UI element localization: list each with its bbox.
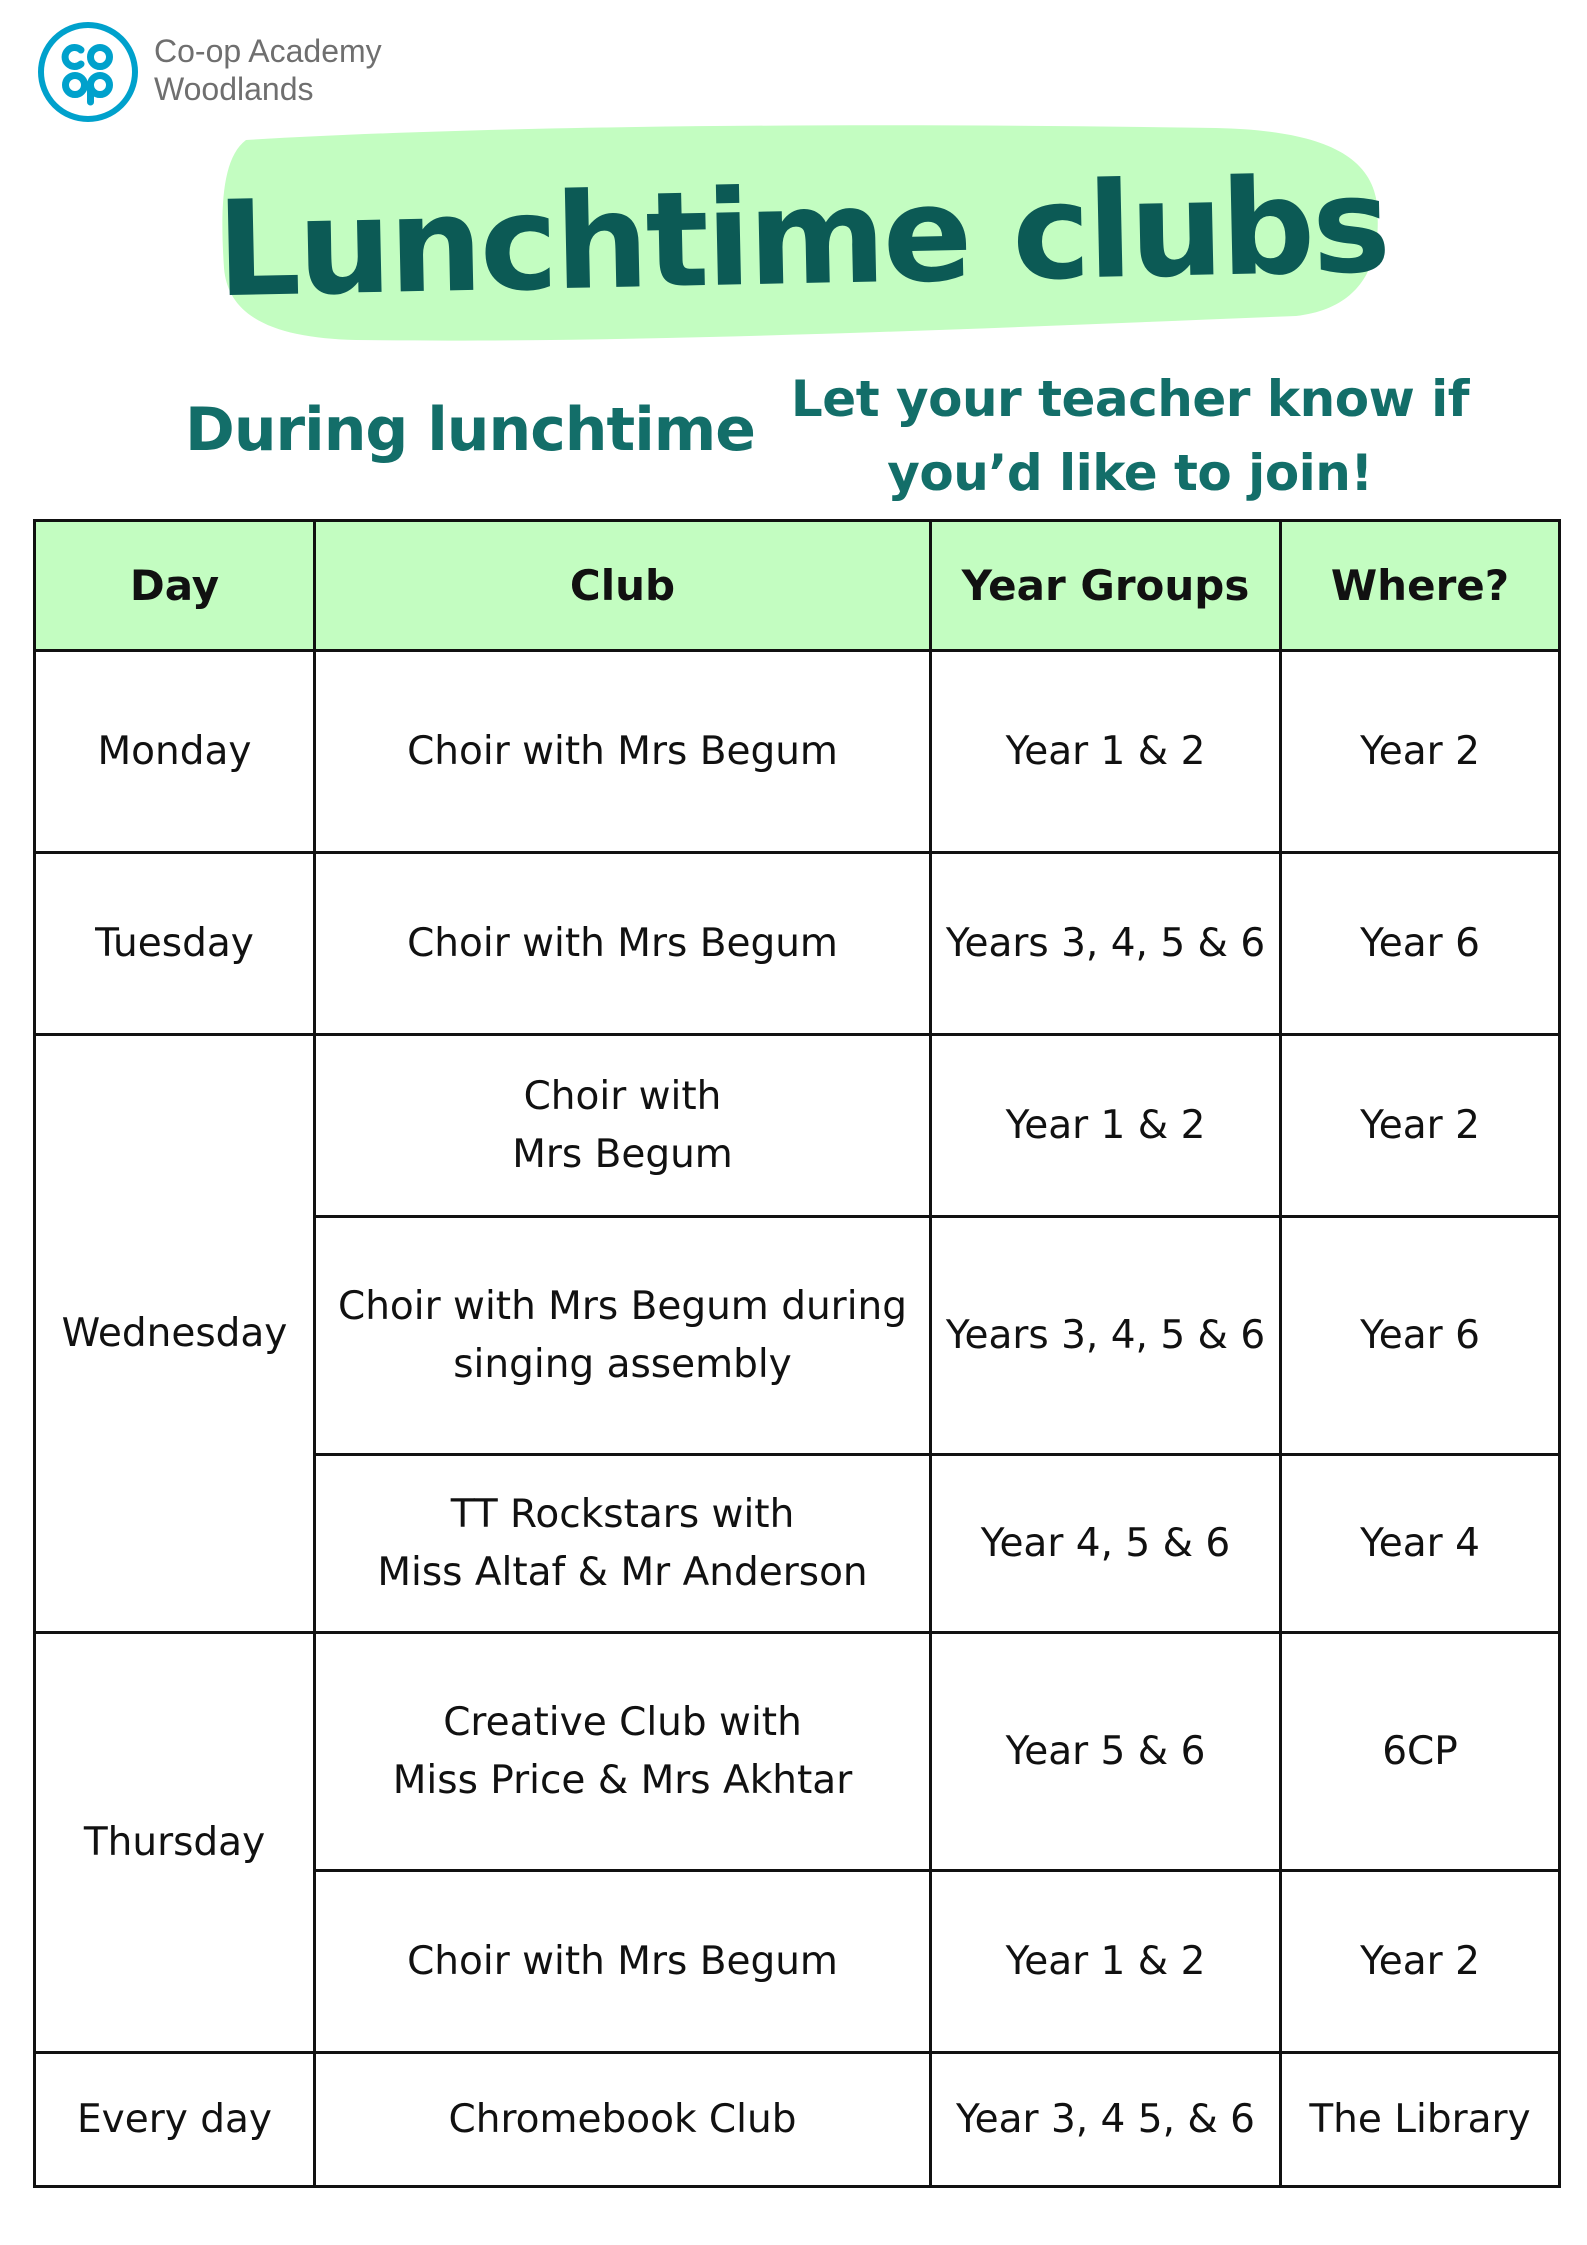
club-line: Mrs Begum (512, 1131, 733, 1177)
club-cell (315, 1871, 931, 2053)
club-line: TT Rockstars with (450, 1491, 795, 1537)
where-cell: Year 2 (1281, 1035, 1560, 1217)
subheading-during-lunchtime: During lunchtime (185, 395, 755, 465)
school-name-line1: Co-op Academy (154, 33, 382, 69)
day-cell: Monday (35, 651, 315, 853)
day-cell: Tuesday (35, 853, 315, 1035)
day-cell: Thursday (35, 1633, 315, 2053)
club-cell (315, 651, 931, 853)
club-line: Choir with (523, 1073, 722, 1119)
year-groups-cell: Year 4, 5 & 6 (931, 1455, 1281, 1633)
table-row (35, 651, 1560, 853)
club-line: Chromebook Club (448, 2096, 797, 2142)
day-cell: Wednesday (35, 1035, 315, 1633)
club-line: Creative Club with (443, 1699, 802, 1745)
day-cell: Every day (35, 2053, 315, 2187)
title-banner (216, 118, 1388, 346)
club-line: Choir with Mrs Begum during (337, 1283, 908, 1329)
year-groups-cell: Year 3, 4 5, & 6 (931, 2053, 1281, 2187)
where-cell: Year 2 (1281, 1871, 1560, 2053)
table-row (35, 2053, 1560, 2187)
co-op-clover-logo-icon (38, 22, 138, 122)
club-line: Choir with Mrs Begum (407, 728, 838, 774)
club-cell (315, 853, 931, 1035)
club-cell (315, 1633, 931, 1871)
page-title: Lunchtime clubs (215, 148, 1390, 328)
subheading-join-line2: you’d like to join! (887, 444, 1373, 502)
where-cell: Year 2 (1281, 651, 1560, 853)
table-row (35, 1633, 1560, 1871)
header-club: Club (315, 521, 931, 651)
school-name-line2: Woodlands (154, 71, 314, 107)
club-line: Miss Altaf & Mr Anderson (377, 1549, 868, 1595)
club-line: singing assembly (453, 1341, 792, 1387)
club-cell (315, 1455, 931, 1633)
subheading-join-line1: Let your teacher know if (790, 370, 1470, 428)
club-cell (315, 2053, 931, 2187)
club-line: Miss Price & Mrs Akhtar (392, 1757, 853, 1803)
club-line: Choir with Mrs Begum (407, 1938, 838, 1984)
table-row (35, 1035, 1560, 1217)
header-where: Where? (1281, 521, 1560, 651)
club-cell (315, 1035, 931, 1217)
where-cell: Year 4 (1281, 1455, 1560, 1633)
table-header-row (35, 521, 1560, 651)
clubs-table (33, 519, 1561, 2188)
table-row (35, 853, 1560, 1035)
where-cell: Year 6 (1281, 1217, 1560, 1455)
where-cell: The Library (1281, 2053, 1560, 2187)
year-groups-cell: Year 1 & 2 (931, 651, 1281, 853)
year-groups-cell: Years 3, 4, 5 & 6 (931, 853, 1281, 1035)
where-cell: 6CP (1281, 1633, 1560, 1871)
year-groups-cell: Year 1 & 2 (931, 1035, 1281, 1217)
subheading-join-note (780, 362, 1480, 510)
header-year-groups: Year Groups (931, 521, 1281, 651)
year-groups-cell: Year 1 & 2 (931, 1871, 1281, 2053)
header-day: Day (35, 521, 315, 651)
club-cell (315, 1217, 931, 1455)
where-cell: Year 6 (1281, 853, 1560, 1035)
club-line: Choir with Mrs Begum (407, 920, 838, 966)
year-groups-cell: Years 3, 4, 5 & 6 (931, 1217, 1281, 1455)
school-name (154, 32, 382, 108)
year-groups-cell: Year 5 & 6 (931, 1633, 1281, 1871)
